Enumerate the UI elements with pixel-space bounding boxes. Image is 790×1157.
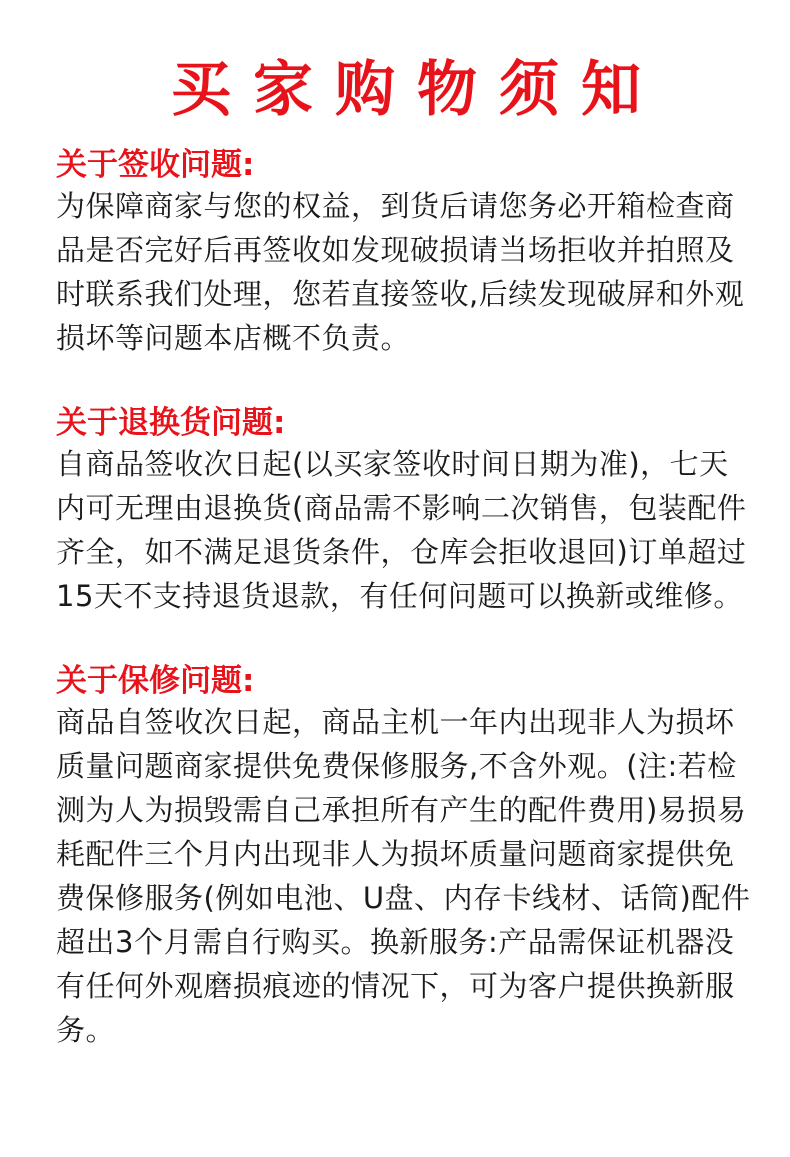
section-body-receipt — [56, 184, 756, 360]
body-line: 测为人为损毁需自己承担所有产生的配件费用)易损易 — [56, 793, 747, 827]
body-line: 齐全，如不满足退货条件，仓库会拒收退回)订单超过 — [56, 535, 747, 569]
section-heading-receipt: 关于签收问题: — [56, 147, 255, 183]
section-heading-warranty: 关于保修问题: — [56, 663, 255, 699]
body-line: 费保修服务(例如电池、U盘、内存卡线材、话筒)配件 — [56, 881, 751, 915]
body-line: 质量问题商家提供免费保修服务,不含外观。(注:若检 — [56, 749, 737, 783]
section-return-exchange — [56, 404, 756, 618]
body-line: 自商品签收次日起(以买家签收时间日期为准)，七天 — [56, 447, 729, 481]
body-line: 超出3个月需自行购买。换新服务:产品需保证机器没 — [56, 925, 735, 959]
body-line: 耗配件三个月内出现非人为损坏质量问题商家提供免 — [56, 837, 735, 871]
body-line: 有任何外观磨损痕迹的情况下，可为客户提供换新服 — [56, 969, 735, 1003]
section-receipt — [56, 146, 756, 360]
body-line: 损坏等问题本店概不负责。 — [56, 321, 411, 355]
body-line: 15天不支持退货退款，有任何问题可以换新或维修。 — [56, 579, 743, 613]
section-heading-return-exchange: 关于退换货问题: — [56, 405, 286, 441]
section-body-return-exchange — [56, 442, 756, 618]
body-line: 为保障商家与您的权益，到货后请您务必开箱检查商 — [56, 189, 735, 223]
section-body-warranty — [56, 700, 756, 1052]
page-title: 买家购物须知 — [171, 55, 663, 125]
body-line: 商品自签收次日起，商品主机一年内出现非人为损坏 — [56, 705, 735, 739]
section-warranty — [56, 662, 756, 1052]
body-line: 务。 — [56, 1013, 116, 1047]
body-line: 内可无理由退换货(商品需不影响二次销售，包装配件 — [56, 491, 747, 525]
body-line: 时联系我们处理，您若直接签收,后续发现破屏和外观 — [56, 277, 745, 311]
body-line: 品是否完好后再签收如发现破损请当场拒收并拍照及 — [56, 233, 735, 267]
